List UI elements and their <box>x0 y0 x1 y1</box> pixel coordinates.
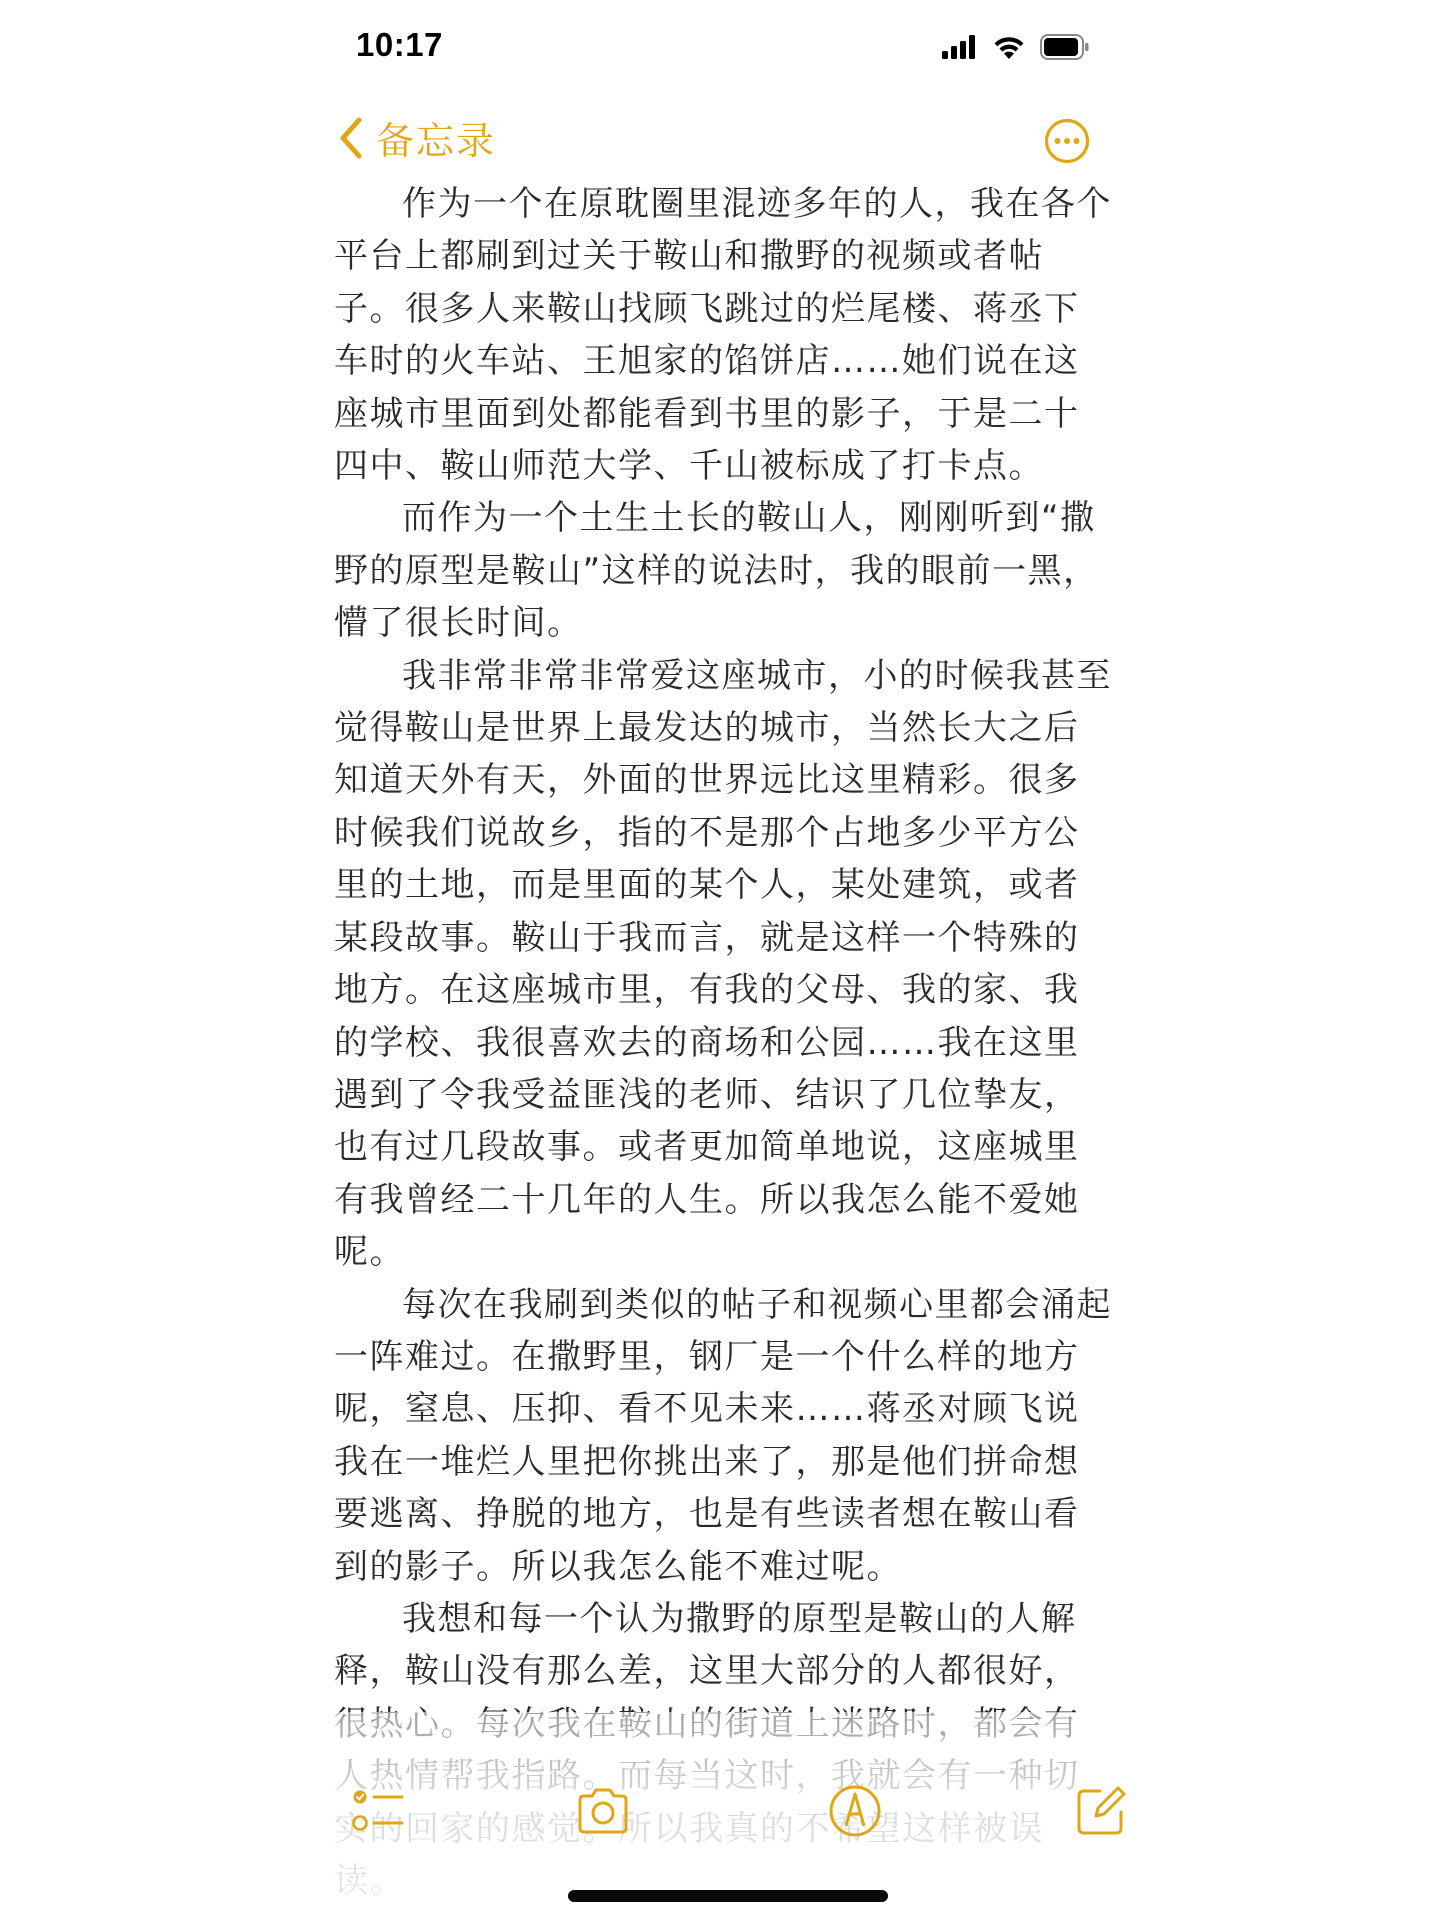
note-paragraph: 我非常非常非常爱这座城市，小的时候我甚至觉得鞍山是世界上最发达的城市，当然长大之后知道天外有天，外面的世界远比这里精彩。很多时候我们说故乡，指的不是那个占地多少平方公里的土地，而是里面的某个人，某处建筑，或者某段故事。鞍山于我而言，就是这样一个特殊的地方。在这座城市里，有我的父母、我的家、我的学校、我很喜欢去的商场和公园……我在这里遇到了令我受益匪浅的老师、结识了几位挚友，也有过几段故事。或者更加简单地说，这座城里有我曾经二十几年的人生。所以我怎么能不爱她呢。 <box>334 655 1112 1273</box>
more-options-icon[interactable] <box>1044 118 1090 164</box>
home-indicator[interactable] <box>568 1890 888 1902</box>
back-label: 备忘录 <box>376 119 497 163</box>
bottom-toolbar <box>320 1782 1140 1842</box>
checklist-icon[interactable] <box>350 1782 408 1840</box>
note-paragraph: 我想和每一个认为撒野的原型是鞍山的人解释，鞍山没有那么差，这里大部分的人都很好， <box>334 1598 1080 1692</box>
status-icons <box>942 32 1090 62</box>
camera-icon[interactable] <box>574 1782 632 1840</box>
note-paragraph: 作为一个在原耽圈里混迹多年的人，我在各个平台上都刷到过关于鞍山和撒野的视频或者帖子。很多人来鞍山找顾飞跳过的烂尾楼、蒋丞下车时的火车站、王旭家的馅饼店……她们说在这座城市里面到处都能看到书里的影子，于是二十四中、鞍山师范大学、千山被标成了打卡点。 <box>334 184 1112 487</box>
note-paragraph: 而作为一个土生土长的鞍山人，刚刚听到“撒野的原型是鞍山”这样的说法时，我的眼前一黑，懵了很长时间。 <box>334 498 1099 644</box>
status-time: 10:17 <box>356 26 443 63</box>
note-body[interactable] <box>334 178 1114 1907</box>
back-to-notes-button[interactable] <box>338 110 496 165</box>
notes-screen <box>320 0 1140 1920</box>
markup-pen-icon[interactable] <box>826 1782 884 1840</box>
compose-icon[interactable] <box>1072 1782 1130 1840</box>
cellular-signal-icon <box>942 35 978 59</box>
wifi-icon <box>992 34 1026 60</box>
chevron-left-icon <box>338 116 364 160</box>
note-paragraph: 每次在我刷到类似的帖子和视频心里都会涌起一阵难过。在撒野里，钢厂是一个什么样的地方呢，窒息、压抑、看不见未来……蒋丞对顾飞说我在一堆烂人里把你挑出来了，那是他们拼命想要逃离、挣脱的地方，也是有些读者想在鞍山看到的影子。所以我怎么能不难过呢。 <box>334 1284 1112 1587</box>
battery-icon <box>1040 34 1090 60</box>
